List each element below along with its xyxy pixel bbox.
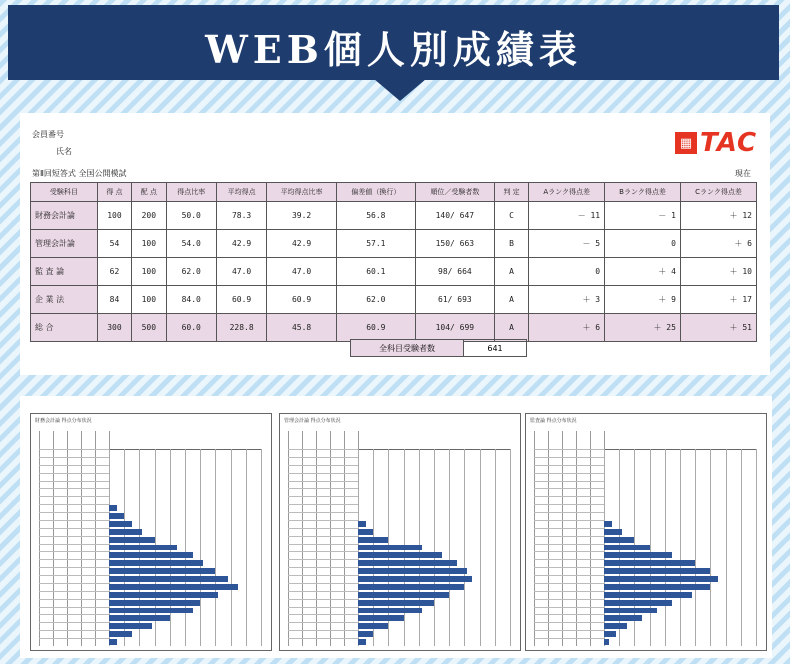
- histogram-row-line: [288, 599, 358, 600]
- score-row: [31, 230, 757, 258]
- histogram-panel: [20, 396, 772, 658]
- histogram-row-line: [39, 528, 109, 529]
- histogram-row-line: [288, 567, 358, 568]
- histogram-row-line: [39, 614, 109, 615]
- histogram-row-line: [39, 488, 109, 489]
- histogram-bar: [109, 560, 203, 566]
- histogram-bar: [109, 592, 218, 598]
- histogram-row-line: [39, 536, 109, 537]
- histogram-row-line: [39, 520, 109, 521]
- histogram-row-line: [534, 630, 604, 631]
- histogram-bar: [358, 584, 464, 590]
- member-number-label: 会員番号: [32, 130, 64, 139]
- score-cell-a-diff: － 11: [529, 202, 605, 230]
- score-row: [31, 202, 757, 230]
- score-cell-avg: 47.0: [216, 258, 266, 286]
- histogram-bar: [109, 513, 124, 519]
- histogram-row-line: [534, 457, 604, 458]
- histogram-row-line: [39, 496, 109, 497]
- score-cell-ratio: 60.0: [166, 314, 216, 342]
- histogram-grid-line: [741, 449, 742, 646]
- histogram-bar: [358, 568, 467, 574]
- score-cell-judge: A: [494, 314, 528, 342]
- histogram-bar: [604, 537, 634, 543]
- score-cell-avg-ratio: 39.2: [267, 202, 336, 230]
- histogram-bar: [109, 537, 155, 543]
- score-cell-ratio: 84.0: [166, 286, 216, 314]
- histogram-bar: [358, 600, 434, 606]
- histogram-row-line: [288, 614, 358, 615]
- score-cell-full: 100: [132, 230, 166, 258]
- histogram-row-line: [39, 504, 109, 505]
- histogram-bar: [358, 608, 422, 614]
- score-cell-c-diff: ＋ 12: [680, 202, 756, 230]
- histogram-row-line: [534, 449, 604, 450]
- score-cell-judge: C: [494, 202, 528, 230]
- histogram-row-line: [534, 488, 604, 489]
- histogram-grid: [530, 427, 760, 646]
- histogram-row-line: [39, 473, 109, 474]
- column-header: Aランク得点差: [529, 183, 605, 202]
- histogram-bar: [604, 623, 627, 629]
- histogram-row-line: [288, 473, 358, 474]
- histogram-bar: [604, 639, 609, 645]
- histogram-row-line: [534, 551, 604, 552]
- histogram-grid-line: [246, 449, 247, 646]
- column-header: 受験科目: [31, 183, 98, 202]
- histogram-bar: [358, 623, 388, 629]
- histogram-bar: [358, 576, 472, 582]
- histogram-grid-line: [480, 449, 481, 646]
- score-cell-c-diff: ＋ 10: [680, 258, 756, 286]
- name-label: 氏名: [56, 147, 72, 156]
- score-cell-b-diff: ＋ 9: [605, 286, 681, 314]
- banner-title: WEB個人別成績表: [205, 27, 582, 72]
- histogram-grid-line: [695, 449, 696, 646]
- histogram-grid-line: [449, 449, 450, 646]
- histogram-row-line: [288, 481, 358, 482]
- histogram-grid-line: [495, 449, 496, 646]
- score-cell-b-diff: 0: [605, 230, 681, 258]
- histogram-row-line: [39, 638, 109, 639]
- column-header: 偏差値（換行）: [336, 183, 415, 202]
- score-cell-dev: 57.1: [336, 230, 415, 258]
- score-cell-avg-ratio: 47.0: [267, 258, 336, 286]
- histogram-bar: [604, 600, 672, 606]
- column-header: 得 点: [97, 183, 131, 202]
- date-label: 現在: [735, 169, 751, 178]
- score-table-body: [31, 202, 757, 342]
- column-header: 判 定: [494, 183, 528, 202]
- histogram-bar: [109, 568, 215, 574]
- column-header: Cランク得点差: [680, 183, 756, 202]
- histogram-financial: [30, 413, 272, 651]
- score-cell-judge: B: [494, 230, 528, 258]
- histogram-bar: [358, 537, 388, 543]
- histogram-row-line: [288, 622, 358, 623]
- score-row: [31, 258, 757, 286]
- histogram-bar: [358, 529, 373, 535]
- score-cell-rank: 140/ 647: [415, 202, 494, 230]
- histogram-bar: [109, 529, 142, 535]
- score-cell-subject: 総 合: [31, 314, 98, 342]
- histogram-bar: [358, 552, 442, 558]
- histogram-row-line: [288, 488, 358, 489]
- histogram-row-line: [534, 520, 604, 521]
- score-cell-avg: 60.9: [216, 286, 266, 314]
- histogram-row-line: [534, 512, 604, 513]
- histogram-row-line: [39, 599, 109, 600]
- score-cell-a-diff: ＋ 6: [529, 314, 605, 342]
- column-header: 平均得点比率: [267, 183, 336, 202]
- exam-label: 第Ⅱ回短答式 全国公開模試: [32, 169, 127, 178]
- histogram-row-line: [534, 528, 604, 529]
- histogram-row-line: [39, 591, 109, 592]
- histogram-bar: [109, 615, 170, 621]
- score-cell-score: 62: [97, 258, 131, 286]
- histogram-row-line: [288, 559, 358, 560]
- histogram-grid-line: [665, 449, 666, 646]
- histogram-bar: [604, 592, 692, 598]
- histogram-row-line: [534, 614, 604, 615]
- score-cell-ratio: 50.0: [166, 202, 216, 230]
- score-cell-c-diff: ＋ 6: [680, 230, 756, 258]
- score-cell-full: 100: [132, 286, 166, 314]
- histogram-bar: [604, 545, 650, 551]
- histogram-row-line: [39, 457, 109, 458]
- histogram-row-line: [288, 630, 358, 631]
- histogram-row-line: [288, 496, 358, 497]
- score-cell-b-diff: － 1: [605, 202, 681, 230]
- histogram-bar: [109, 576, 228, 582]
- histogram-grid-line: [756, 449, 757, 646]
- histogram-title: 管理会計論 得点分布状況: [284, 418, 341, 424]
- score-row: [31, 314, 757, 342]
- histogram-row-line: [534, 504, 604, 505]
- score-cell-subject: 財務会計論: [31, 202, 98, 230]
- score-cell-avg: 228.8: [216, 314, 266, 342]
- histogram-title: 財務会計論 得点分布状況: [35, 418, 92, 424]
- histogram-row-line: [288, 465, 358, 466]
- histogram-grid-line: [231, 449, 232, 646]
- histogram-row-line: [39, 622, 109, 623]
- histogram-row-line: [39, 551, 109, 552]
- histogram-bar: [109, 623, 152, 629]
- histogram-row-line: [534, 575, 604, 576]
- histogram-title: 監査論 得点分布状況: [530, 418, 577, 424]
- score-cell-rank: 104/ 699: [415, 314, 494, 342]
- histogram-row-line: [39, 559, 109, 560]
- histogram-row-line: [39, 567, 109, 568]
- tac-logo-text: TAC: [700, 128, 758, 158]
- examinee-count-label: 全科目受験者数: [351, 340, 464, 357]
- score-cell-rank: 61/ 693: [415, 286, 494, 314]
- histogram-row-line: [39, 607, 109, 608]
- score-cell-ratio: 62.0: [166, 258, 216, 286]
- histogram-bar: [358, 545, 422, 551]
- score-cell-dev: 56.8: [336, 202, 415, 230]
- score-cell-a-diff: ＋ 3: [529, 286, 605, 314]
- histogram-row-line: [39, 449, 109, 450]
- score-cell-score: 54: [97, 230, 131, 258]
- column-header: 配 点: [132, 183, 166, 202]
- histogram-row-line: [288, 591, 358, 592]
- histogram-grid-line: [215, 449, 216, 646]
- histogram-bar: [358, 639, 366, 645]
- tac-logo: [675, 128, 757, 158]
- score-cell-full: 200: [132, 202, 166, 230]
- score-report: [20, 113, 770, 375]
- histogram-row-line: [288, 551, 358, 552]
- score-cell-avg-ratio: 60.9: [267, 286, 336, 314]
- histogram-grid-line: [261, 449, 262, 646]
- histogram-row-line: [534, 622, 604, 623]
- histogram-row-line: [288, 512, 358, 513]
- score-cell-dev: 60.1: [336, 258, 415, 286]
- histogram-row-line: [288, 536, 358, 537]
- histogram-bar: [109, 639, 117, 645]
- histogram-bar: [604, 552, 672, 558]
- score-row: [31, 286, 757, 314]
- histogram-grid-line: [464, 449, 465, 646]
- histogram-row-line: [39, 465, 109, 466]
- histogram-grid-line: [680, 449, 681, 646]
- score-cell-judge: A: [494, 286, 528, 314]
- score-cell-judge: A: [494, 258, 528, 286]
- histogram-row-line: [39, 481, 109, 482]
- histogram-bar: [109, 584, 238, 590]
- histogram-grid: [284, 427, 514, 646]
- histogram-grid-line: [434, 449, 435, 646]
- histogram-bar: [109, 545, 177, 551]
- examinee-count-value: 641: [464, 340, 527, 357]
- score-cell-a-diff: － 5: [529, 230, 605, 258]
- score-table: [30, 182, 757, 342]
- score-table-header: [31, 183, 757, 202]
- score-cell-a-diff: 0: [529, 258, 605, 286]
- histogram-row-line: [534, 473, 604, 474]
- score-cell-avg: 78.3: [216, 202, 266, 230]
- histogram-grid-line: [650, 449, 651, 646]
- score-cell-b-diff: ＋ 4: [605, 258, 681, 286]
- column-header: 平均得点: [216, 183, 266, 202]
- histogram-row-line: [534, 607, 604, 608]
- histogram-grid-line: [710, 449, 711, 646]
- histogram-bar: [358, 615, 404, 621]
- column-header: 順位／受験者数: [415, 183, 494, 202]
- histogram-management: [279, 413, 521, 651]
- histogram-row-line: [288, 583, 358, 584]
- histogram-bar: [358, 592, 449, 598]
- histogram-row-line: [534, 583, 604, 584]
- score-cell-subject: 監 査 論: [31, 258, 98, 286]
- histogram-bar: [604, 631, 616, 637]
- histogram-bar: [109, 631, 132, 637]
- histogram-bar: [358, 631, 373, 637]
- histogram-audit: [525, 413, 767, 651]
- column-header: 得点比率: [166, 183, 216, 202]
- score-cell-avg-ratio: 45.8: [267, 314, 336, 342]
- score-cell-dev: 60.9: [336, 314, 415, 342]
- examinee-count-table: [350, 339, 527, 357]
- histogram-bar: [109, 505, 117, 511]
- score-cell-score: 100: [97, 202, 131, 230]
- histogram-bar: [604, 560, 695, 566]
- score-cell-avg-ratio: 42.9: [267, 230, 336, 258]
- score-cell-c-diff: ＋ 51: [680, 314, 756, 342]
- score-cell-ratio: 54.0: [166, 230, 216, 258]
- banner-pointer: [374, 79, 426, 101]
- histogram-bar: [109, 608, 193, 614]
- histogram-row-line: [288, 607, 358, 608]
- histogram-row-line: [288, 575, 358, 576]
- score-cell-score: 84: [97, 286, 131, 314]
- histogram-bar: [604, 608, 657, 614]
- histogram-bar: [109, 600, 200, 606]
- score-cell-rank: 98/ 664: [415, 258, 494, 286]
- histogram-row-line: [534, 481, 604, 482]
- histogram-row-line: [288, 449, 358, 450]
- histogram-row-line: [534, 559, 604, 560]
- histogram-grid-line: [200, 449, 201, 646]
- histogram-row-line: [288, 544, 358, 545]
- score-cell-c-diff: ＋ 17: [680, 286, 756, 314]
- histogram-row-line: [534, 638, 604, 639]
- histogram-row-line: [39, 630, 109, 631]
- score-cell-subject: 管理会計論: [31, 230, 98, 258]
- histogram-row-line: [534, 496, 604, 497]
- histogram-row-line: [39, 583, 109, 584]
- header-banner: [8, 5, 779, 80]
- histogram-bar: [604, 584, 710, 590]
- histogram-bar: [358, 560, 457, 566]
- histogram-row-line: [534, 465, 604, 466]
- histogram-row-line: [534, 544, 604, 545]
- histogram-bar: [109, 521, 132, 527]
- score-cell-subject: 企 業 法: [31, 286, 98, 314]
- histogram-bar: [604, 529, 622, 535]
- histogram-grid-line: [185, 449, 186, 646]
- histogram-row-line: [288, 638, 358, 639]
- column-header: Bランク得点差: [605, 183, 681, 202]
- histogram-row-line: [288, 504, 358, 505]
- histogram-row-line: [39, 575, 109, 576]
- histogram-bar: [358, 521, 366, 527]
- histogram-row-line: [288, 457, 358, 458]
- histogram-bar: [604, 615, 642, 621]
- histogram-bar: [109, 552, 193, 558]
- score-cell-avg: 42.9: [216, 230, 266, 258]
- histogram-bar: [604, 568, 710, 574]
- histogram-bar: [604, 521, 612, 527]
- histogram-row-line: [534, 536, 604, 537]
- histogram-row-line: [534, 599, 604, 600]
- score-cell-b-diff: ＋ 25: [605, 314, 681, 342]
- histogram-grid: [35, 427, 265, 646]
- histogram-bar: [604, 576, 718, 582]
- histogram-grid-line: [726, 449, 727, 646]
- histogram-grid-line: [510, 449, 511, 646]
- score-cell-score: 300: [97, 314, 131, 342]
- histogram-row-line: [534, 567, 604, 568]
- score-cell-rank: 150/ 663: [415, 230, 494, 258]
- histogram-row-line: [39, 544, 109, 545]
- histogram-row-line: [288, 528, 358, 529]
- tac-logo-icon: ▦: [675, 132, 697, 154]
- score-cell-dev: 62.0: [336, 286, 415, 314]
- score-cell-full: 100: [132, 258, 166, 286]
- histogram-row-line: [288, 520, 358, 521]
- score-cell-full: 500: [132, 314, 166, 342]
- histogram-row-line: [39, 512, 109, 513]
- histogram-row-line: [534, 591, 604, 592]
